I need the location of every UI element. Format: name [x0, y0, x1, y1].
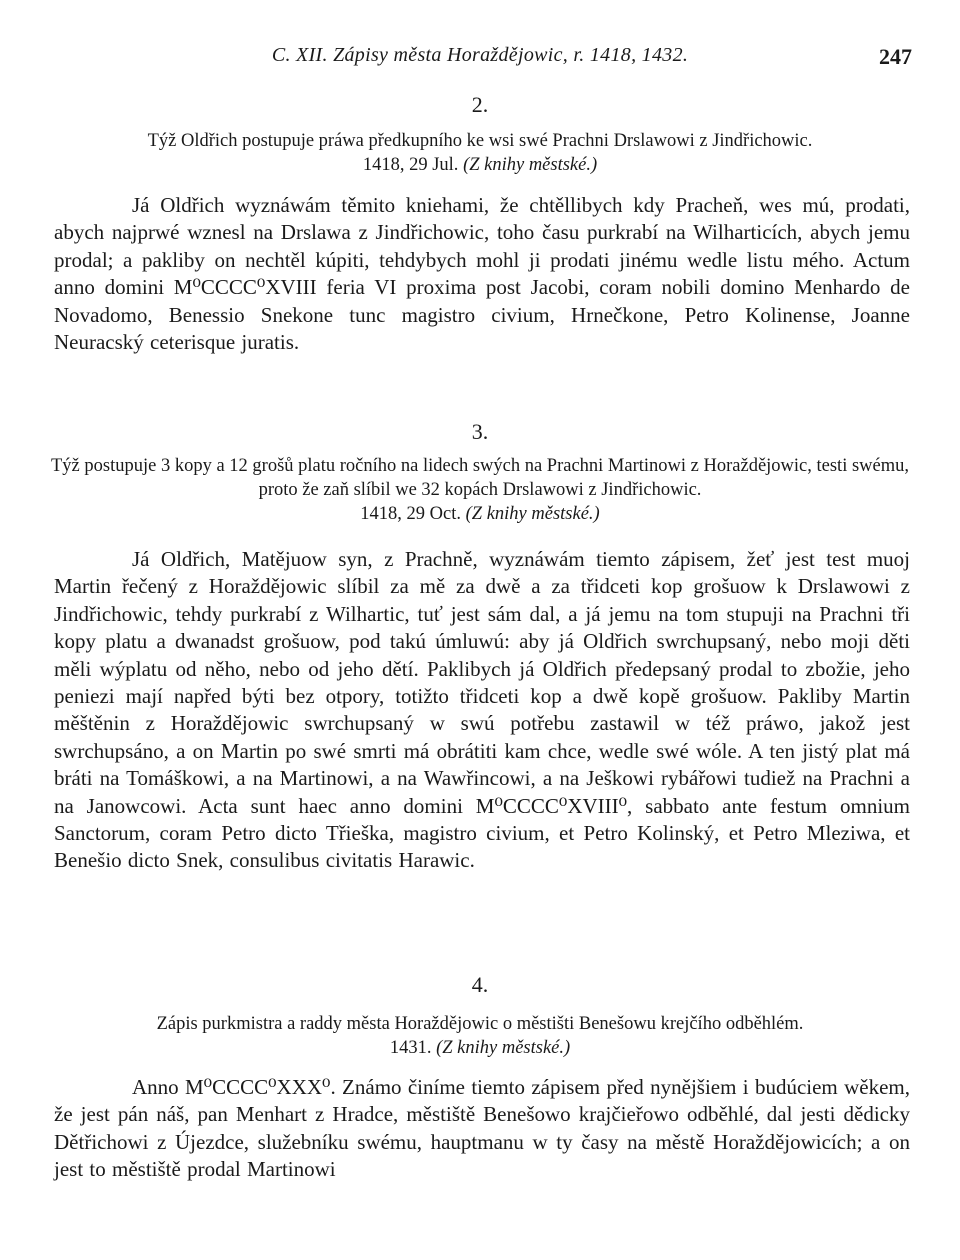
entry-number-4: 4. — [471, 972, 489, 997]
entry-summary-4 — [48, 1012, 912, 1060]
summary-source: (Z knihy městské.) — [463, 155, 598, 175]
entry-summary-2 — [48, 129, 912, 177]
summary-date-line — [48, 502, 912, 526]
page-number: 247 — [879, 44, 912, 69]
entry-summary-3 — [48, 454, 912, 526]
summary-date-line — [48, 1036, 912, 1060]
summary-date: 1418, 29 Jul. — [362, 155, 459, 175]
summary-source: (Z knihy městské.) — [436, 1038, 571, 1058]
running-title: C. XII. Zápisy města Horaždějowic, r. 1418, 1432. — [271, 44, 689, 66]
summary-date-line — [48, 153, 912, 177]
summary-text: Týž postupuje 3 kopy a 12 grošů platu ročního na lidech swých na Prachni Martinowi z Horaždějowic, testi swému, proto že zaň slíbil we 32 kopách Drslawowi z Jindřichowic. — [51, 456, 909, 500]
summary-text: Týž Oldřich postupuje práwa předkupního ke wsi swé Prachni Drslawowi z Jindřichowic. — [147, 131, 813, 151]
summary-text: Zápis purkmistra a raddy města Horaždějowic o městišti Benešowu krejčího odběhlém. — [156, 1014, 804, 1034]
entry-text-4: Anno M⁰CCCC⁰XXX⁰. Známo činíme tiemto zápisem před nynějšiem i budúciem wěkem, že jest pán náš, pan Menhart z Hradce, městiště Benešowo krajčieřowo odběhlé, dal jesti dědicky Dětřichowi z Újezdce, služebníku swému, hauptmanu w ty časy na městě Horaždějowicích; a on jest to městiště prodal Martinowi — [54, 1075, 910, 1182]
entry-text-3: Já Oldřich, Matějuow syn, z Prachně, wyznáwám tiemto zápisem, žeť jest test muoj Martin řečený z Horaždějowic slíbil za mě za dwě a za třidceti kop grošuow k Drslawowi z Jindřichowic, tehdy purkrabí z Wilhartic, tuť jest sám dal, a já jemu na tom stupuji na Prachni tři kopy platu a dwanadst grošuow, pod takú úmluwú: aby já Oldřich swrchupsaný, nebo moji děti měli wýplatu od něho, nebo od jeho dětí. Paklibych já Oldřich předepsaný prodal to zbožie, jeho peniezi mají napřed býti bez otpory, totižto třidceti kop a dwě kopě grošuow. Pakliby Martin měštěnin z Horaždějowic swrchupsaný w swú potřebu zastawil w též práwo, jakož jest swrchupsáno, a on Martin po swé smrti má obrátiti kam chce, wedle swé wóle. A ten jistý plat má bráti na Tomáškowi, a na Martinowi, a na Wawřincowi, a na Ješkowi rybářowi tudiež na Prachni a na Janowcowi. Acta sunt haec anno domini M⁰CCCC⁰XVIII⁰, sabbato ante festum omnium Sanctorum, coram Petro dicto Třieška, magistro civium, et Petro Kolinský, et Petro Mleziwa, et Benešio dicto Snek, consulibus civitatis Harawic. — [54, 547, 910, 873]
entry-text-2: Já Oldřich wyznáwám těmito kniehami, že chtěllibych kdy Pracheň, wes mú, prodati, abych najprwé wznesl na Drslawa z Jindřichowic, toho času purkrabí na Wilharticích, abych jemu prodal; a pakliby on nechtěl kúpiti, tehdybych mohl ji prodati jinému wedle listu mého. Actum anno domini M⁰CCCC⁰XVIII feria VI proxima post Jacobi, coram nobili domino Menhardo de Novadomo, Benessio Snekone tunc magistro civium, Hrnečkone, Petro Kolinense, Joanne Neuracský ceterisque juratis. — [54, 193, 910, 355]
entry-number-2: 2. — [471, 92, 489, 117]
running-header — [0, 44, 960, 80]
summary-date: 1418, 29 Oct. — [360, 504, 461, 524]
entry-number-3: 3. — [471, 419, 489, 444]
summary-date: 1431. — [389, 1038, 432, 1058]
summary-source: (Z knihy městské.) — [465, 504, 600, 524]
